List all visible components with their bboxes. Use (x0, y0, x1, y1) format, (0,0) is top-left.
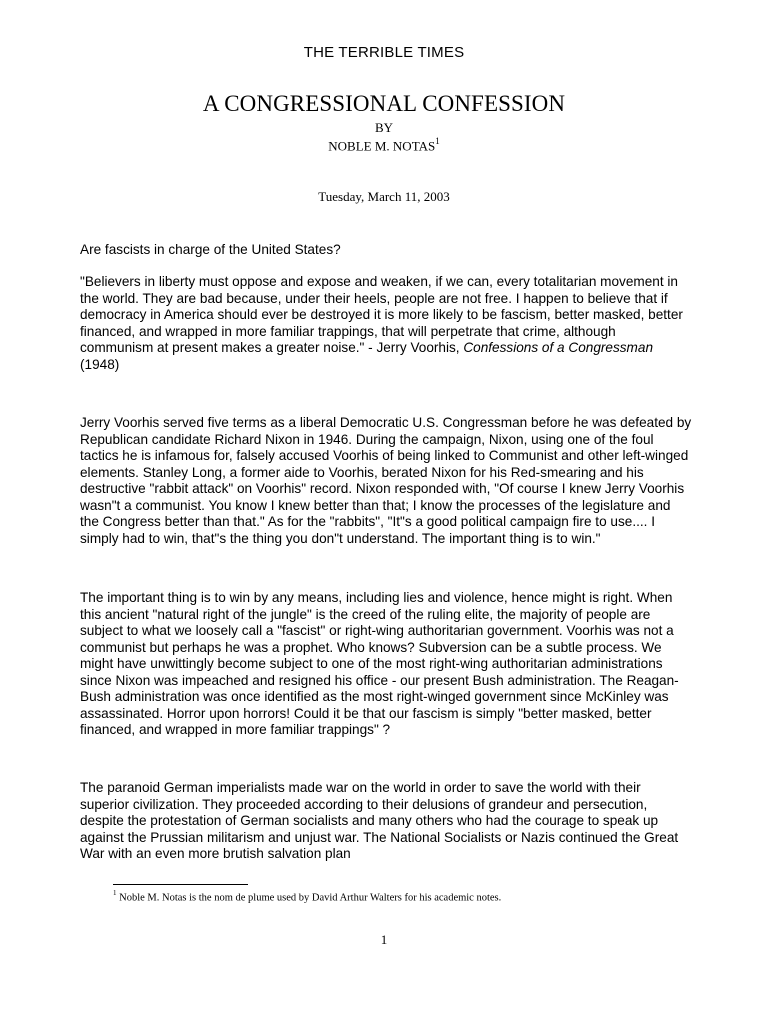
paragraph-quote (80, 274, 692, 373)
paragraph-german-imperialists: The paranoid German imperialists made war on the world in order to save the world with their superior civilization. They proceeded according to their delusions of grandeur and persecution, despite the protestation of German socialists and many others who had the courage to speak up against the Prussian militarism and unjust war. The National Socialists or Nazis continued the Great War with an even more brutish salvation plan (80, 780, 679, 861)
paragraph-voorhis: Jerry Voorhis served five terms as a liberal Democratic U.S. Congressman before he was defeated by Republican candidate Richard Nixon in 1946. During the campaign, Nixon, using one of the foul tactics he is infamous for, falsely accused Voorhis of being linked to Communist and other left-winged elements. Stanley Long, a former aide to Voorhis, berated Nixon for his Red-smearing and his destructive "rabbit attack" on Voorhis" record. Nixon responded with, "Of course I knew Jerry Voorhis wasn"t a communist. You know I knew better than that; I know the processes of the legislature and the Congress better than that." As for the "rabbits", "It"s a good political campaign fire to use.... I simply had to win, that"s the thing you don"t understand. The important thing is to win." (80, 415, 692, 546)
footnote-mark: 1 (113, 889, 117, 897)
byline-by: BY (374, 120, 394, 135)
article-title: A CONGRESSIONAL CONFESSION (202, 91, 566, 116)
author-name: NOBLE M. NOTAS (328, 138, 436, 154)
quote-source-title: Confessions of a Congressman (463, 340, 653, 355)
quote-text: "Believers in liberty must oppose and expose and weaken, if we can, every totalitarian movement in the world. They are bad because, under their heels, people are not free. I happen to believe that if democracy in America should ever be destroyed it is more likely to be fascism, better masked, better financed, and wrapped in more familiar trappings, that will perpetrate that crime, although communism at present makes a greater noise." - Jerry Voorhis, (80, 274, 683, 355)
footnote-divider (113, 884, 248, 885)
article-date: Tuesday, March 11, 2003 (318, 189, 450, 204)
footnote-text: Noble M. Notas is the nom de plume used by David Arthur Walters for his academic notes. (116, 892, 502, 904)
byline-author (0, 137, 768, 154)
footnote (113, 890, 501, 904)
footnote-reference-mark: 1 (435, 136, 440, 146)
paragraph-question: Are fascists in charge of the United States? (80, 242, 341, 257)
paragraph-important-thing: The important thing is to win by any means, including lies and violence, hence might is right. When this ancient "natural right of the jungle" is the creed of the ruling elite, the majority of people are subject to what we loosely call a "fascist" or right-wing authoritarian government. Voorhis was not a communist but perhaps he was a prophet. Who knows? Subversion can be a subtle process. We might have unwittingly become subject to one of the most right-wing authoritarian administrations since Nixon was impeached and resigned his office - our present Bush administration. The Reagan-Bush administration was once identified as the most right-winged government since McKinley was assassinated. Horror upon horrors! Could it be that our fascism is simply "better masked, better financed, and wrapped in more familiar trappings" ? (80, 590, 679, 737)
page-number: 1 (380, 932, 388, 947)
quote-source-year: (1948) (80, 356, 120, 372)
publication-name: THE TERRIBLE TIMES (303, 44, 465, 61)
